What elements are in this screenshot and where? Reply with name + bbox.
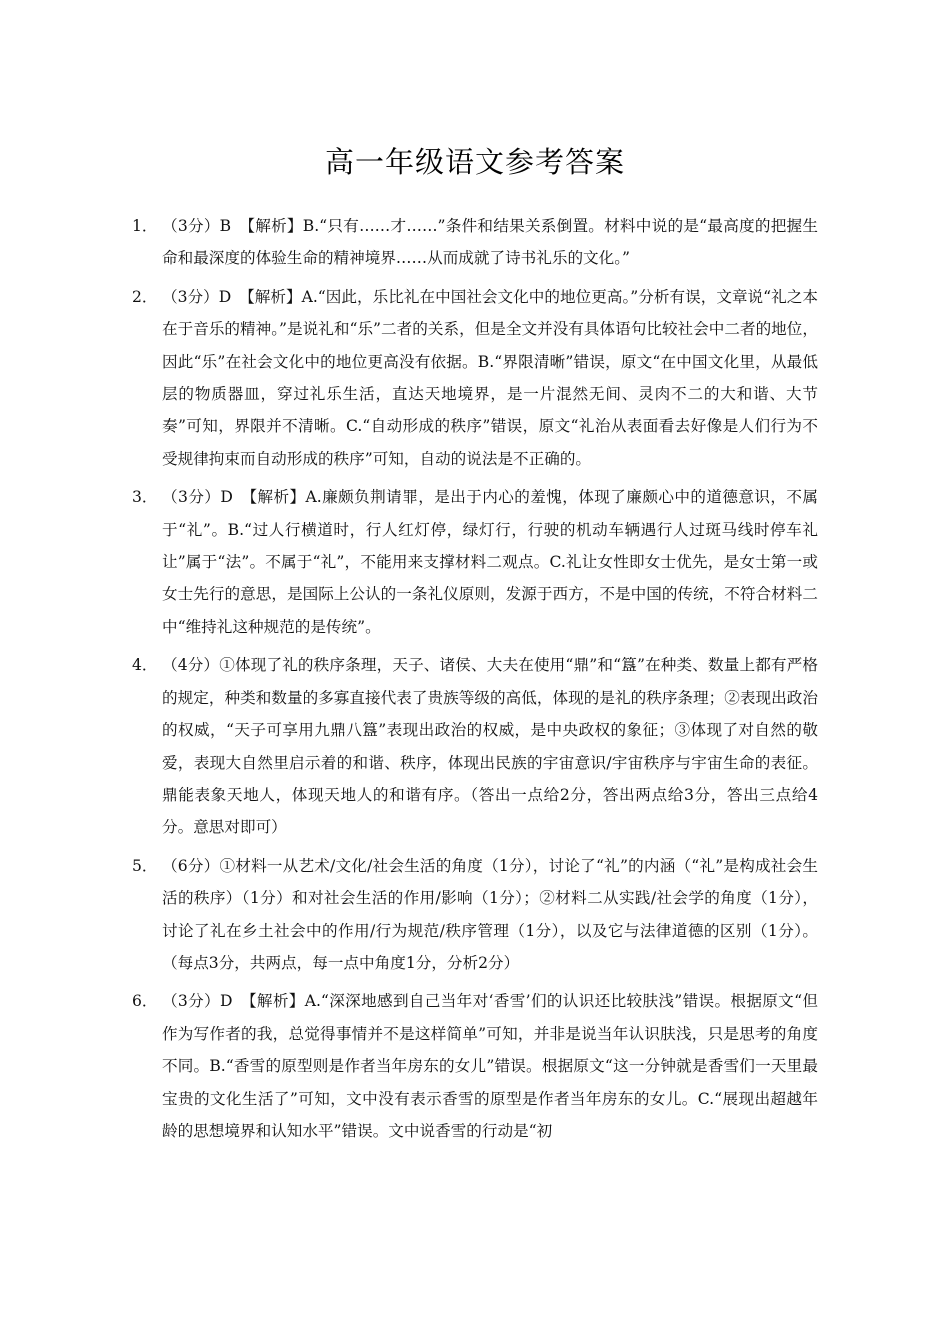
item-text: （3分）D 【解析】A.“深深地感到自己当年对‘香雪’们的认识还比较肤浅”错误。根据原文“但作为写作者的我，总觉得事情并不是这样简单”可知，并非是说当年认识肤浅，只是思考的角度不同。B.“香雪的原型则是作者当年房东的女儿”错误。根据原文“这一分钟就是香雪们一天里最宝贵的文化生活了”可知，文中没有表示香雪的原型是作者当年房东的女儿。C.“展现出超越年龄的思想境界和认知水平”错误。文中说香雪的行动是“初: [162, 992, 818, 1140]
answer-list: [132, 210, 818, 1153]
answer-item-3: [132, 481, 818, 643]
answer-item-1: [132, 210, 818, 275]
answer-item-2: [132, 281, 818, 475]
item-number: 6．: [132, 992, 158, 1011]
item-number: 1．: [132, 217, 158, 235]
item-number: 4．: [132, 656, 158, 675]
item-text: （4分）①体现了礼的秩序条理，天子、诸侯、大夫在使用“鼎”和“簋”在种类、数量上都有严格的规定，种类和数量的多寡直接代表了贵族等级的高低，体现的是礼的秩序条理；②表现出政治的权威，“天子可享用九鼎八簋”表现出政治的权威，是中央政权的象征；③体现了对自然的敬爱，表现大自然里启示着的和谐、秩序，体现出民族的宇宙意识/宇宙秩序与宇宙生命的表征。鼎能表象天地人，体现天地人的和谐有序。（答出一点给2分，答出两点给3分，答出三点给4分。意思对即可）: [162, 656, 818, 837]
item-text: （3分）D 【解析】A.“因此，乐比礼在中国社会文化中的地位更高。”分析有误，文章说“礼之本在于音乐的精神。”是说礼和“乐”二者的关系，但是全文并没有具体语句比较社会中二者的地位，因此“乐”在社会文化中的地位更高没有依据。B.“界限清晰”错误，原文“在中国文化里，从最低层的物质器皿，穿过礼乐生活，直达天地境界，是一片混然无间、灵肉不二的大和谐、大节奏”可知，界限并不清晰。C.“自动形成的秩序”错误，原文“礼治从表面看去好像是人们行为不受规律拘束而自动形成的秩序”可知，自动的说法是不正确的。: [162, 287, 818, 468]
item-text: （6分）①材料一从艺术/文化/社会生活的角度（1分），讨论了“礼”的内涵（“礼”是构成社会生活的秩序）（1分）和对社会生活的作用/影响（1分）；②材料二从实践/社会学的角度（1分），讨论了礼在乡土社会中的作用/行为规范/秩序管理（1分），以及它与法律道德的区别（1分）。（每点3分，共两点，每一点中角度1分，分析2分）: [162, 856, 818, 972]
item-text: （3分）D 【解析】A.廉颇负荆请罪，是出于内心的羞愧，体现了廉颇心中的道德意识，不属于“礼”。B.“过人行横道时，行人红灯停，绿灯行，行驶的机动车辆遇行人过斑马线时停车礼让”属于“法”。不属于“礼”，不能用来支撑材料二观点。C.礼让女性即女士优先，是女士第一或女士先行的意思，是国际上公认的一条礼仪原则，发源于西方，不是中国的传统，不符合材料二中“维持礼这种规范的是传统”。: [162, 488, 818, 636]
answer-item-5: [132, 850, 818, 980]
page-title: 高一年级语文参考答案: [324, 145, 625, 179]
answer-item-4: [132, 649, 818, 843]
item-number: 2．: [132, 287, 158, 306]
answer-item-6: [132, 985, 818, 1147]
item-number: 3．: [132, 488, 158, 507]
item-number: 5．: [132, 856, 158, 875]
item-text: （3分）B 【解析】B.“只有……才……”条件和结果关系倒置。材料中说的是“最高度的把握生命和最深度的体验生命的精神境界……从而成就了诗书礼乐的文化。”: [162, 217, 818, 268]
